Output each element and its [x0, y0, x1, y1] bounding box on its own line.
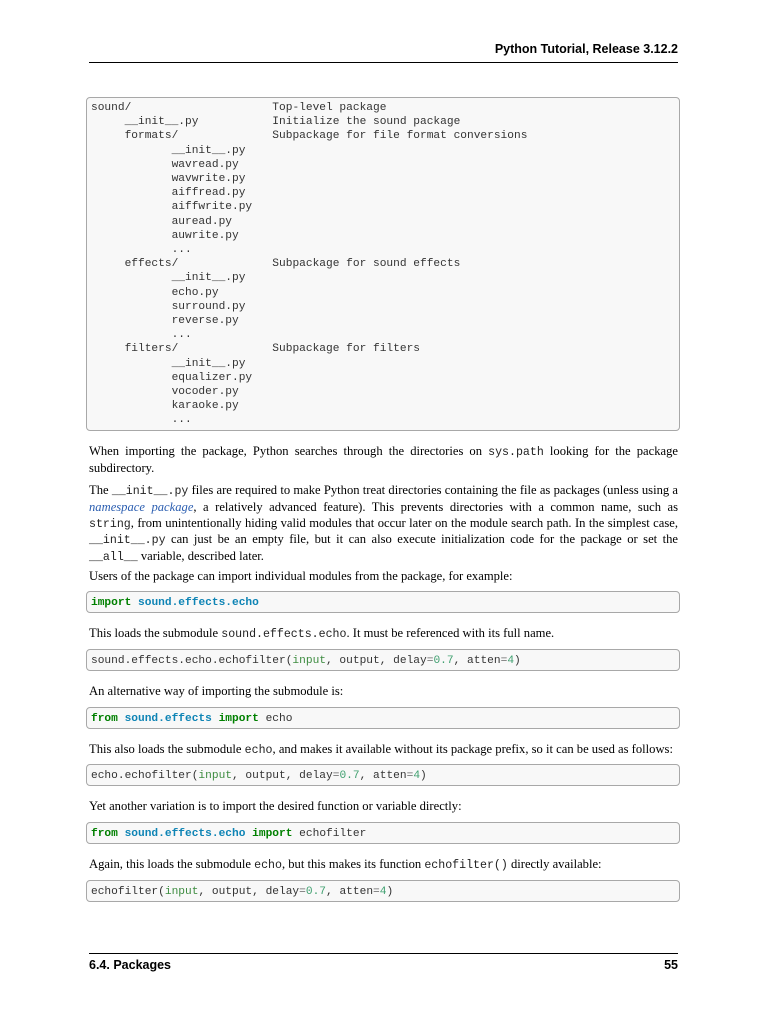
paragraph-yet-another: Yet another variation is to import the desired function or variable directly: [89, 799, 462, 813]
inline-code: string [89, 517, 131, 531]
code-full-echofilter-call: sound.effects.echo.echofilter(input, output, delay=0.7, atten=4) [86, 649, 680, 671]
tree-line [91, 101, 679, 115]
tree-entry-name: __init__.py [124, 116, 199, 129]
code-import-echo: import sound.effects.echo [86, 591, 680, 613]
tree-line [91, 243, 679, 257]
code-echofilter-call: echofilter(input, output, delay=0.7, atten=4) [86, 880, 680, 902]
tree-entry-comment: Subpackage for filters [272, 343, 420, 356]
tree-line [91, 286, 679, 300]
tree-line [91, 186, 679, 200]
tree-line [91, 271, 679, 285]
tree-line [91, 371, 679, 385]
tree-line [91, 158, 679, 172]
tree-line [91, 172, 679, 186]
tree-entry-name: ... [171, 244, 192, 257]
inline-code: echo [254, 859, 282, 872]
tree-line [91, 328, 679, 342]
tree-line [91, 215, 679, 229]
tree-entry-name: aiffread.py [171, 187, 246, 200]
tree-entry-name: effects/ [124, 258, 179, 271]
tree-entry-name: equalizer.py [171, 371, 253, 384]
header-title: Python Tutorial, Release 3.12.2 [494, 42, 678, 56]
paragraph-again: Again, this loads the submodule echo, but this makes its function echofilter() directly available: [89, 857, 602, 872]
tree-line [91, 385, 679, 399]
tree-line [91, 300, 679, 314]
inline-code: __init__.py [89, 534, 166, 548]
tree-entry-name: wavread.py [171, 158, 239, 171]
tree-entry-name: wavwrite.py [171, 173, 246, 186]
tree-line [91, 413, 679, 427]
tree-line [91, 144, 679, 158]
tree-line [91, 357, 679, 371]
footer-section: 6.4. Packages [89, 958, 172, 972]
tree-entry-name: __init__.py [171, 272, 246, 285]
paragraph-also-loads: This also loads the submodule echo, and makes it available without its package prefix, so it can be used as follows: [89, 742, 673, 757]
tree-line [91, 257, 679, 271]
tree-line [91, 229, 679, 243]
running-header [89, 42, 678, 63]
tree-entry-name: sound/ [91, 102, 132, 114]
paragraph-users: Users of the package can import individual modules from the package, for example: [89, 569, 513, 583]
tree-entry-name: vocoder.py [171, 386, 239, 399]
paragraph-init-py: The __init__.py files are required to make Python treat directories containing the file as packages (unless using a namespace package, a relatively advanced feature). This prevents directories with a common name, such as string, from unintentionally hiding valid modules that occur later on the module search path. In the simplest case, __init__.py can just be an empty file, but it can also execute initialization code for the package or set the __all__ variable, described later. [89, 483, 678, 565]
running-footer [89, 953, 678, 974]
code-echo-echofilter-call: echo.echofilter(input, output, delay=0.7, atten=4) [86, 764, 680, 786]
package-tree-code-block [86, 97, 680, 431]
tree-entry-name: reverse.py [171, 315, 239, 328]
tree-line [91, 342, 679, 356]
inline-code: __all__ [89, 551, 138, 565]
tree-entry-name: aiffwrite.py [171, 201, 253, 214]
paragraph-alternative: An alternative way of importing the submodule is: [89, 684, 344, 698]
tree-line [91, 314, 679, 328]
tree-entry-name: surround.py [171, 300, 246, 313]
tree-entry-comment: Subpackage for file format conversions [272, 130, 528, 143]
paragraph-sys-path: When importing the package, Python searches through the directories on sys.path looking for the package subdirectory. [89, 444, 678, 475]
tree-entry-name: formats/ [124, 130, 179, 143]
code-from-import-echo: from sound.effects import echo [86, 707, 680, 729]
tree-line [91, 399, 679, 413]
code-from-import-echofilter: from sound.effects.echo import echofilter [86, 822, 680, 844]
inline-code: echofilter() [424, 859, 508, 872]
tree-entry-name: auread.py [171, 215, 233, 228]
tree-line [91, 200, 679, 214]
tree-entry-name: karaoke.py [171, 400, 239, 413]
paragraph-loads-submodule: This loads the submodule sound.effects.echo. It must be referenced with its full name. [89, 626, 555, 641]
tree-entry-name: __init__.py [171, 357, 246, 370]
tree-entry-name: filters/ [124, 343, 179, 356]
tree-line [91, 115, 679, 129]
tree-entry-name: echo.py [171, 286, 219, 299]
tree-entry-comment: Subpackage for sound effects [272, 258, 461, 271]
tree-entry-name: auwrite.py [171, 229, 239, 242]
tree-entry-comment: Initialize the sound package [272, 116, 461, 129]
inline-code: sys.path [488, 446, 544, 459]
inline-code: __init__.py [111, 485, 189, 498]
tree-entry-name: ... [171, 414, 192, 427]
tree-entry-name: __init__.py [171, 144, 246, 157]
namespace-package-link[interactable]: namespace package [89, 499, 194, 514]
tree-entry-comment: Top-level package [272, 102, 387, 114]
inline-code: sound.effects.echo [221, 628, 347, 641]
page-number: 55 [664, 958, 678, 972]
tree-entry-name: ... [171, 329, 192, 342]
inline-code: echo [244, 744, 273, 757]
tree-line [91, 129, 679, 143]
